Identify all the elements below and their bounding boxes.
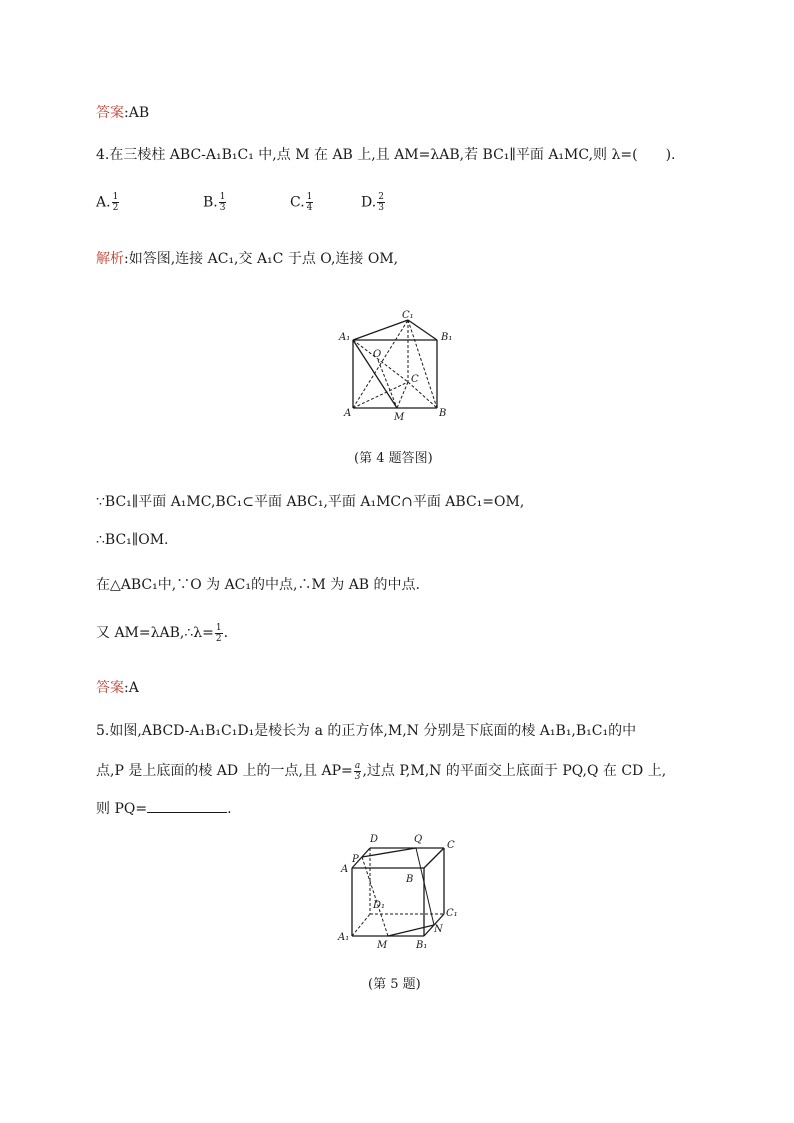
answer-separator: :	[124, 105, 129, 121]
answer-blank	[147, 800, 227, 813]
label-q: Q	[414, 834, 423, 845]
option-fraction: $\frac{1}{2}$	[112, 192, 119, 213]
label-a1: A₁	[338, 932, 350, 943]
q4-solution-line-1: ∵BC₁∥平面 A₁MC,BC₁⊂平面 ABC₁,平面 A₁MC∩平面 ABC₁=OM,	[96, 494, 525, 510]
label-b1: B₁	[441, 332, 453, 343]
q5-cube-figure	[330, 828, 470, 956]
segment-a1-c	[353, 340, 408, 382]
answer-3	[96, 102, 149, 122]
q4-solution-line-4	[96, 622, 228, 644]
label-b1: B₁	[416, 940, 428, 951]
edge-c1-b1	[408, 320, 437, 340]
answer-label: 答案	[96, 105, 124, 121]
q5-line-3	[96, 798, 232, 818]
q4-option-c	[290, 192, 314, 213]
q5-line-2	[96, 760, 666, 782]
answer-separator: :	[124, 680, 129, 696]
q4-option-d	[361, 192, 386, 213]
q4-analysis	[96, 248, 398, 268]
analysis-label: 解析	[96, 251, 124, 267]
option-letter: B.	[203, 194, 218, 211]
option-fraction: $\frac{2}{3}$	[378, 192, 384, 213]
q5-fraction: $\frac{a}{3}$	[354, 760, 361, 782]
q5-line3-text: 则 PQ=	[96, 801, 148, 817]
label-m: M	[377, 940, 388, 951]
option-fraction: $\frac{1}{4}$	[306, 192, 313, 213]
q4-figure-caption: (第 4 题答图)	[354, 451, 433, 466]
question-4-text: 4.在三棱柱 ABC-A₁B₁C₁ 中,点 M 在 AB 上,且 AM=λAB,若 BC₁∥平面 A₁MC,则 λ=( ).	[96, 147, 676, 163]
answer-value: A	[128, 680, 139, 696]
label-a: A	[344, 408, 352, 419]
q5-line-1: 5.如图,ABCD-A₁B₁C₁D₁是棱长为 a 的正方体,M,N 分别是下底面的棱 A₁B₁,B₁C₁的中	[96, 723, 637, 739]
label-d1: D₁	[373, 900, 386, 911]
option-letter: C.	[290, 194, 305, 211]
q5-line3-end: .	[227, 801, 232, 817]
q5-line2-prefix: 点,P 是上底面的棱 AD 上的一点,且 AP=	[96, 763, 353, 779]
label-n: N	[434, 924, 443, 935]
answer-value: AB	[128, 105, 150, 121]
label-p: P	[352, 854, 359, 865]
q4-prism-figure	[335, 310, 465, 422]
q4-option-b	[203, 192, 227, 213]
q4-solution-line-3: 在△ABC₁中,∵O 为 AC₁的中点,∴M 为 AB 的中点.	[96, 577, 420, 593]
q4-solution-line-2: ∴BC₁∥OM.	[96, 532, 169, 548]
label-d: D	[370, 834, 379, 845]
edge-c-b	[424, 848, 444, 868]
segment-c1-b	[408, 320, 437, 408]
q5-line2-suffix: ,过点 P,M,N 的平面交上底面于 PQ,Q 在 CD 上,	[362, 763, 667, 779]
label-c1: C₁	[402, 310, 414, 321]
line4-prefix: 又 AM=λAB,∴λ=	[96, 625, 214, 641]
line4-suffix: .	[223, 625, 229, 641]
label-c: C	[447, 840, 455, 851]
option-letter: A.	[96, 194, 111, 211]
segment-p-m	[362, 857, 388, 936]
option-fraction: $\frac{1}{3}$	[219, 192, 226, 213]
label-c1: C₁	[446, 908, 458, 919]
label-m: M	[394, 412, 405, 422]
answer-4	[96, 677, 139, 697]
edge-c-b	[408, 382, 437, 408]
segment-m-n	[388, 925, 434, 936]
q5-figure-caption: (第 5 题)	[368, 977, 421, 992]
label-b: B	[439, 408, 447, 419]
segment-q-n	[416, 848, 434, 925]
analysis-text: :如答图,连接 AC₁,交 A₁C 于点 O,连接 OM,	[124, 251, 399, 267]
q4-option-a	[96, 192, 120, 213]
label-a: A	[341, 864, 349, 875]
line4-fraction: $\frac{1}{2}$	[215, 622, 222, 644]
answer-label: 答案	[96, 680, 124, 696]
option-letter: D.	[361, 194, 377, 211]
label-a1: A₁	[339, 332, 351, 343]
label-c: C	[411, 374, 419, 385]
edge-a1-d1	[352, 914, 370, 936]
edge-a1-c1	[353, 320, 408, 340]
label-o: O	[373, 349, 382, 360]
label-b: B	[406, 874, 414, 885]
